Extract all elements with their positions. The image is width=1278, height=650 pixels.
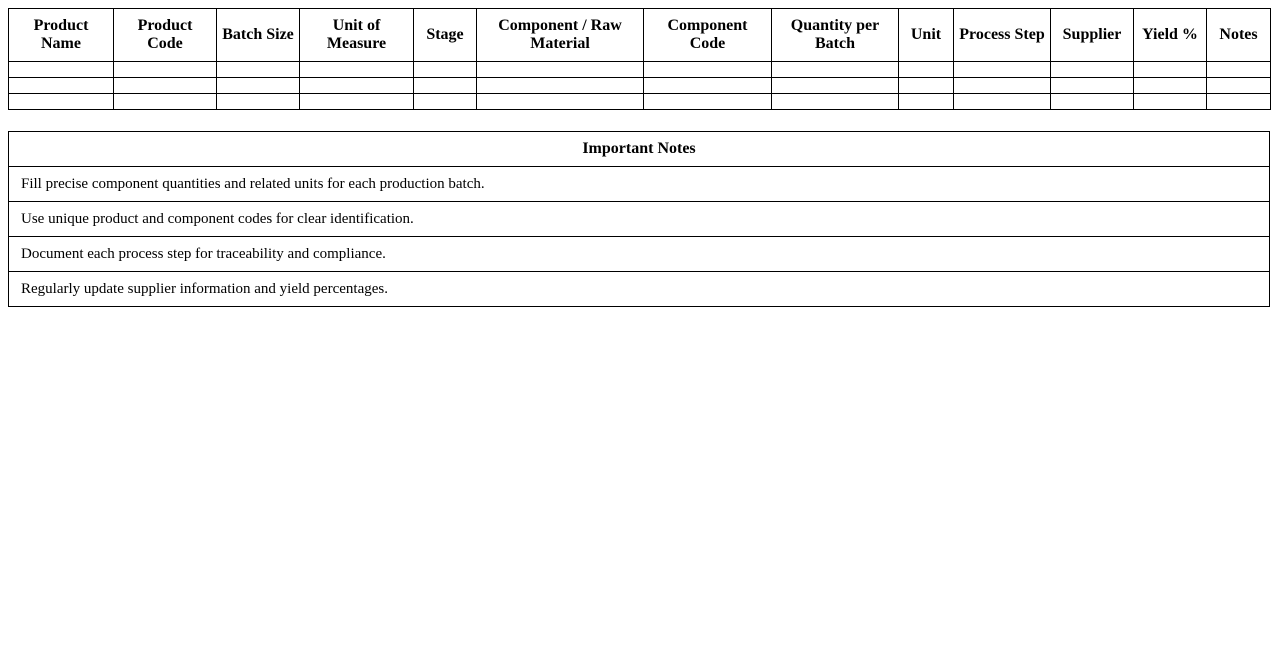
- table-cell[interactable]: [644, 94, 772, 110]
- table-cell[interactable]: [899, 94, 954, 110]
- table-cell[interactable]: [9, 94, 114, 110]
- table-cell[interactable]: [899, 78, 954, 94]
- column-header-unit: Unit: [899, 9, 954, 62]
- column-header-product-name: Product Name: [9, 9, 114, 62]
- column-header-process-step: Process Step: [954, 9, 1051, 62]
- bom-table: [8, 8, 1271, 110]
- table-row: [9, 78, 1271, 94]
- table-cell[interactable]: [217, 62, 300, 78]
- table-row: [9, 62, 1271, 78]
- column-header-product-code: Product Code: [114, 9, 217, 62]
- note-item: Regularly update supplier information and yield percentages.: [9, 272, 1270, 307]
- table-cell[interactable]: [954, 62, 1051, 78]
- table-cell[interactable]: [217, 94, 300, 110]
- table-cell[interactable]: [1134, 62, 1207, 78]
- notes-header-row: [9, 132, 1270, 167]
- notes-title: Important Notes: [9, 132, 1270, 167]
- column-header-supplier: Supplier: [1051, 9, 1134, 62]
- note-row: [9, 202, 1270, 237]
- table-row: [9, 94, 1271, 110]
- table-cell[interactable]: [1134, 78, 1207, 94]
- important-notes-table: [8, 131, 1270, 307]
- table-cell[interactable]: [300, 62, 414, 78]
- table-cell[interactable]: [1207, 78, 1271, 94]
- table-cell[interactable]: [414, 62, 477, 78]
- column-header-component-code: Component Code: [644, 9, 772, 62]
- table-cell[interactable]: [9, 78, 114, 94]
- note-row: [9, 167, 1270, 202]
- table-cell[interactable]: [414, 94, 477, 110]
- table-cell[interactable]: [1051, 78, 1134, 94]
- table-cell[interactable]: [954, 78, 1051, 94]
- table-cell[interactable]: [300, 78, 414, 94]
- column-header-notes: Notes: [1207, 9, 1271, 62]
- column-header-component-raw-material: Component / Raw Material: [477, 9, 644, 62]
- table-cell[interactable]: [217, 78, 300, 94]
- table-cell[interactable]: [772, 78, 899, 94]
- table-cell[interactable]: [1134, 94, 1207, 110]
- table-cell[interactable]: [1051, 62, 1134, 78]
- note-item: Use unique product and component codes for clear identification.: [9, 202, 1270, 237]
- column-header-unit-of-measure: Unit of Measure: [300, 9, 414, 62]
- note-row: [9, 237, 1270, 272]
- table-cell[interactable]: [772, 62, 899, 78]
- column-header-stage: Stage: [414, 9, 477, 62]
- note-row: [9, 272, 1270, 307]
- table-cell[interactable]: [414, 78, 477, 94]
- note-item: Document each process step for traceability and compliance.: [9, 237, 1270, 272]
- column-header-yield: Yield %: [1134, 9, 1207, 62]
- bom-header-row: [9, 9, 1271, 62]
- note-item: Fill precise component quantities and related units for each production batch.: [9, 167, 1270, 202]
- column-header-quantity-per-batch: Quantity per Batch: [772, 9, 899, 62]
- table-cell[interactable]: [772, 94, 899, 110]
- table-cell[interactable]: [114, 78, 217, 94]
- table-cell[interactable]: [954, 94, 1051, 110]
- table-cell[interactable]: [477, 78, 644, 94]
- table-cell[interactable]: [644, 78, 772, 94]
- table-cell[interactable]: [9, 62, 114, 78]
- table-cell[interactable]: [477, 94, 644, 110]
- column-header-batch-size: Batch Size: [217, 9, 300, 62]
- table-cell[interactable]: [300, 94, 414, 110]
- table-cell[interactable]: [899, 62, 954, 78]
- table-cell[interactable]: [114, 94, 217, 110]
- table-cell[interactable]: [1207, 62, 1271, 78]
- table-cell[interactable]: [477, 62, 644, 78]
- table-cell[interactable]: [644, 62, 772, 78]
- table-cell[interactable]: [1207, 94, 1271, 110]
- table-cell[interactable]: [1051, 94, 1134, 110]
- table-cell[interactable]: [114, 62, 217, 78]
